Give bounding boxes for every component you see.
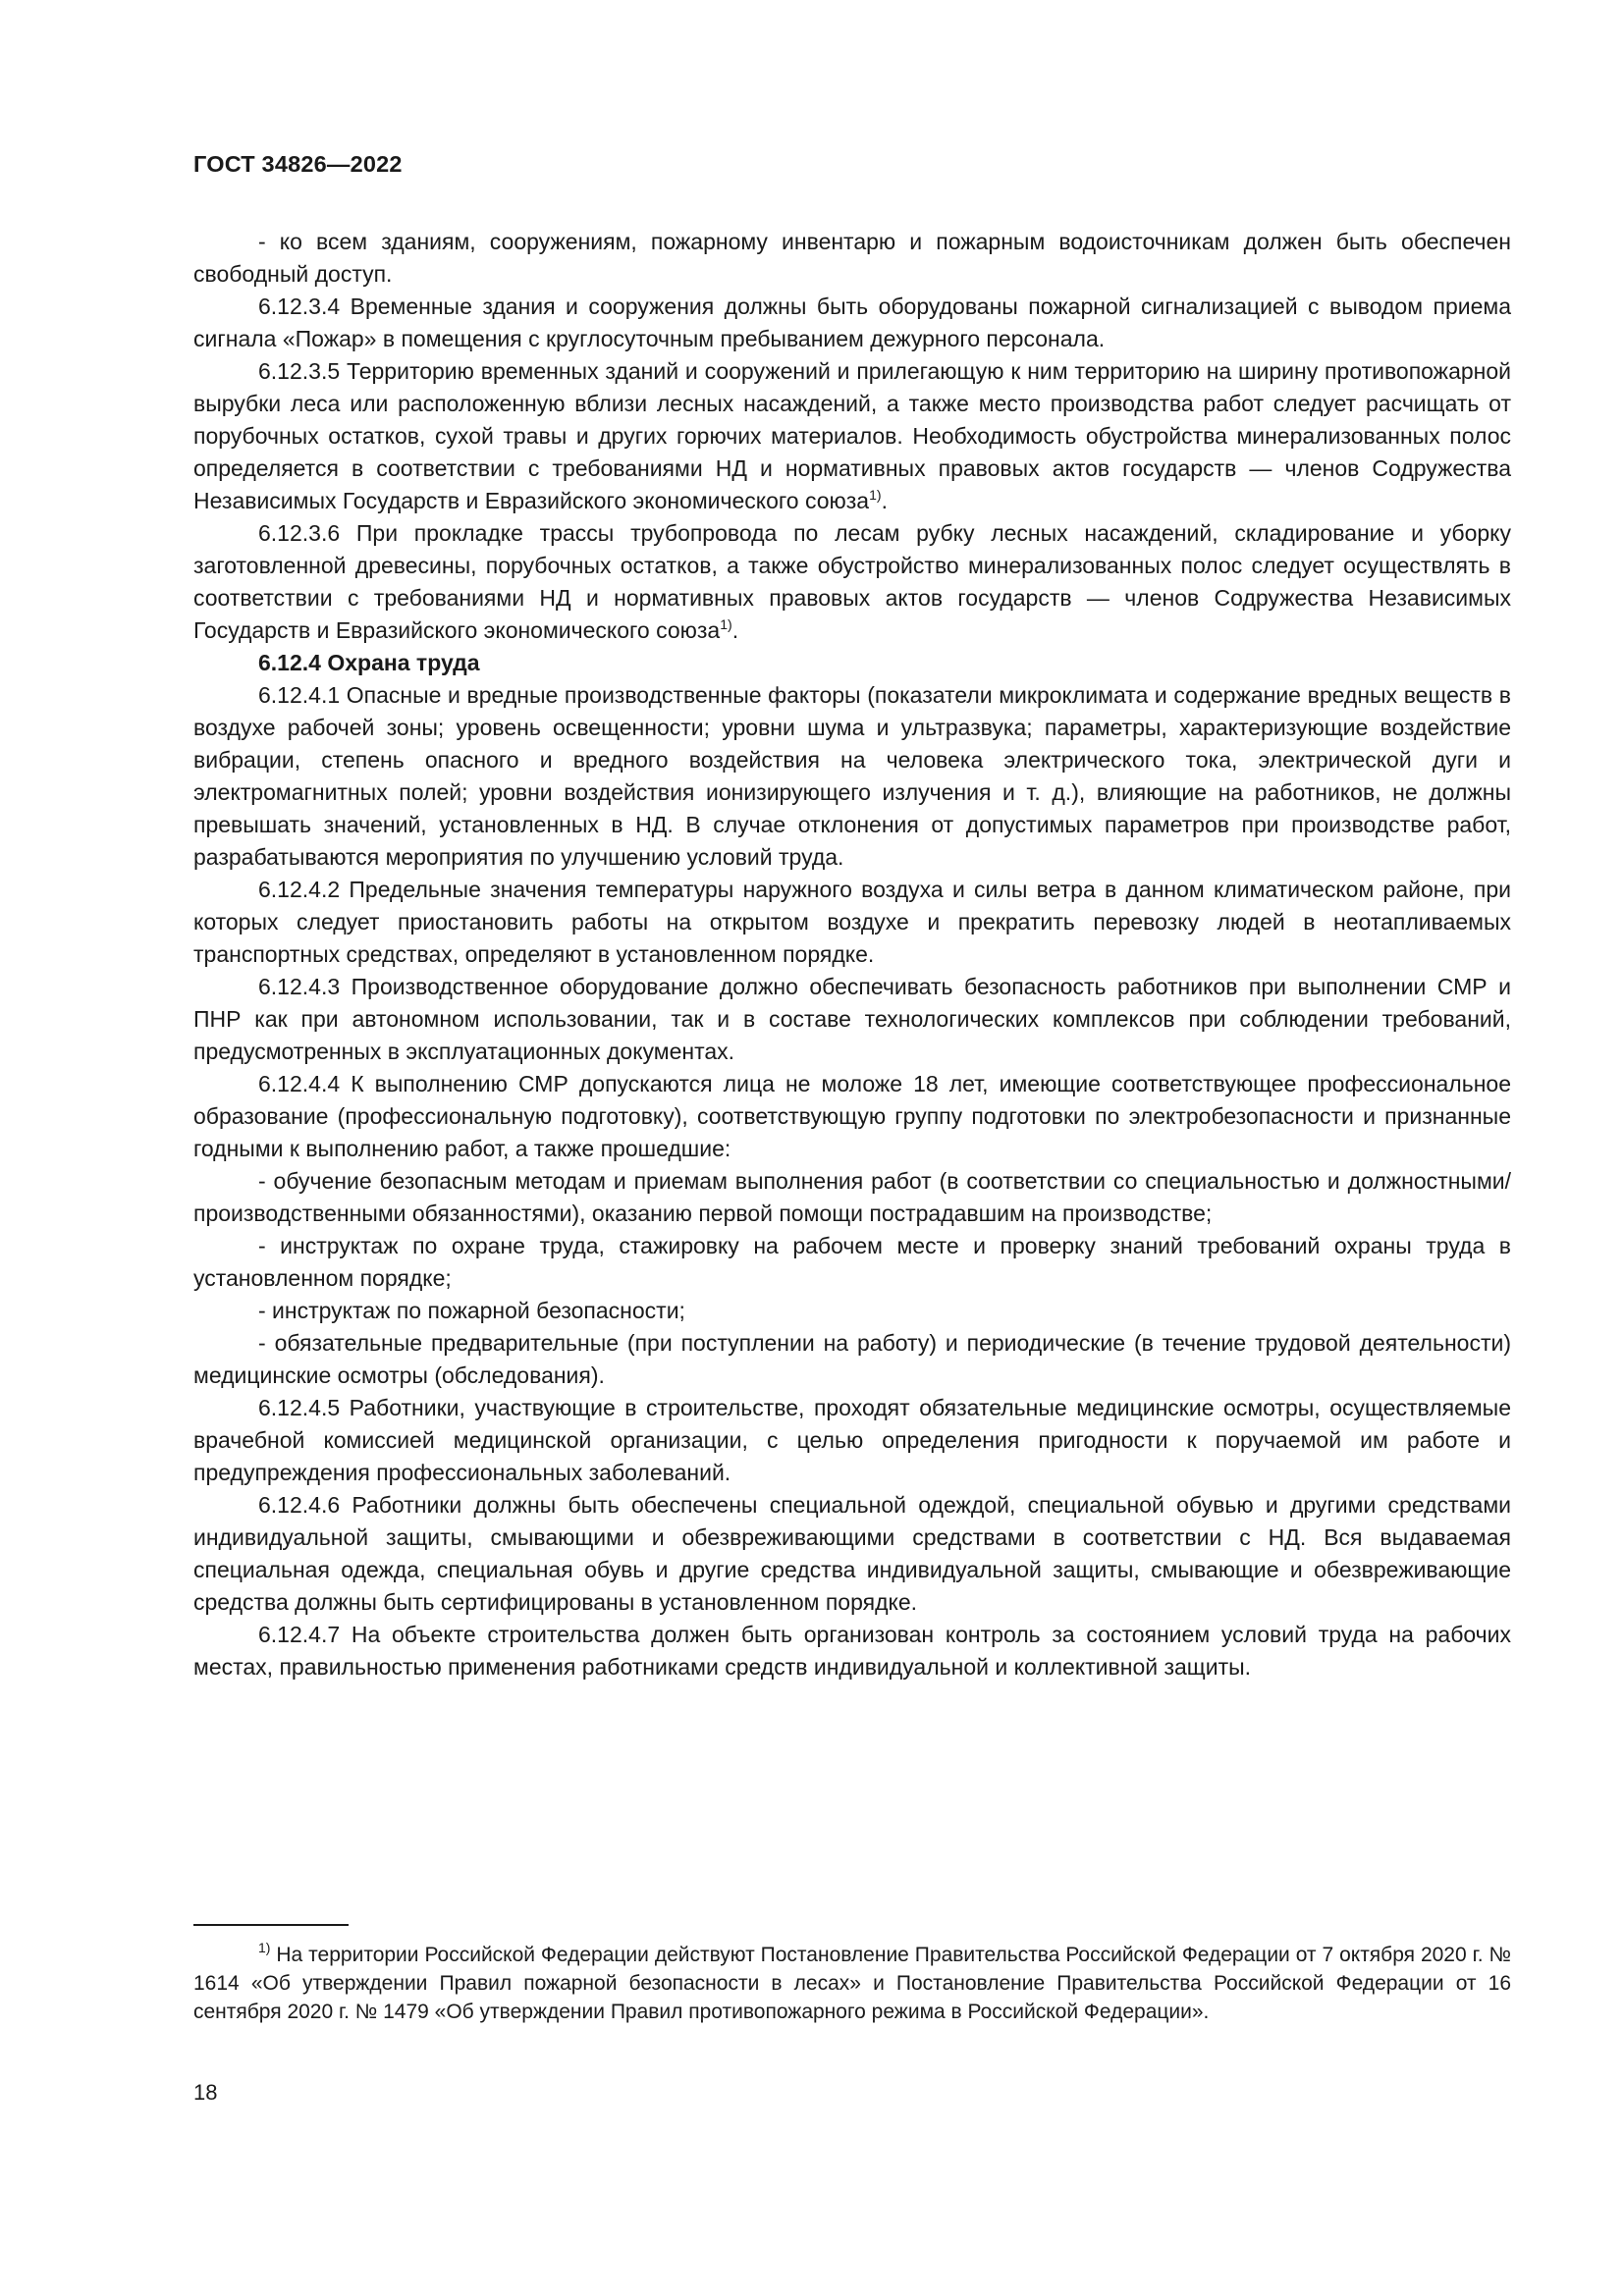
section-heading-6-12-4: 6.12.4 Охрана труда bbox=[258, 650, 480, 675]
paragraph-6-12-4-4: 6.12.4.4 К выполнению СМР допускаются лица не моложе 18 лет, имеющие соответствующее профессиональное образование (профессиональную подготовку), соответствующую группу подготовки по электробезопасности и признанные годными к выполнению работ, а также прошедшие: bbox=[193, 1071, 1511, 1161]
footnote-divider bbox=[193, 1924, 349, 1926]
list-item-fire-safety-briefing: - инструктаж по пожарной безопасности; bbox=[258, 1298, 685, 1323]
paragraph-6-12-3-4: 6.12.3.4 Временные здания и сооружения должны быть оборудованы пожарной сигнализацией с выводом приема сигнала «Пожар» в помещения с круглосуточным пребыванием дежурного персонала. bbox=[193, 294, 1511, 351]
paragraph-6-12-4-2: 6.12.4.2 Предельные значения температуры наружного воздуха и силы ветра в данном климатическом районе, при которых следует приостановить работы на открытом воздухе и прекратить перевозку людей в неотапливаемых транспортных средствах, определяют в установленном порядке. bbox=[193, 877, 1511, 967]
footnote-reference[interactable]: 1) bbox=[869, 487, 882, 503]
paragraph-6-12-3-5: 6.12.3.5 Территорию временных зданий и сооружений и прилегающую к ним территорию на ширину противопожарной вырубки леса или расположенную вблизи лесных насаждений, а также место производства работ следует расчищать от порубочных остатков, сухой травы и других горючих материалов. Необходимость обустройства минерализованных полос определяется в соответствии с требованиями НД и нормативных правовых актов государств — членов Содружества Независимых Государств и Евразийского экономического союза$^{1)}$. bbox=[193, 358, 1511, 513]
document-body bbox=[193, 226, 1511, 1683]
footnote-text: На территории Российской Федерации действуют Постановление Правительства Российской Федерации от 7 октября 2020 г. № 1614 «Об утверждении Правил пожарной безопасности в лесах» и Постановление Правительства Российской Федерации от 16 сентября 2020 г. № 1479 «Об утверждении Правил противопожарного режима в Российской Федерации». bbox=[193, 1944, 1511, 2023]
paragraph-text: 6.12.3.6 При прокладке трассы трубопровода по лесам рубку лесных насаждений, складирование и уборку заготовленной древесины, порубочных остатков, а также обустройство минерализованных полос следует осуществлять в соответствии с требованиями НД и нормативных правовых актов государств — членов Содружества Независимых Государств и Евразийского экономического союза bbox=[193, 520, 1511, 643]
paragraph-6-12-3-6: 6.12.3.6 При прокладке трассы трубопровода по лесам рубку лесных насаждений, складирование и уборку заготовленной древесины, порубочных остатков, а также обустройство минерализованных полос следует осуществлять в соответствии с требованиями НД и нормативных правовых актов государств — членов Содружества Независимых Государств и Евразийского экономического союза$^{1)}$. bbox=[193, 520, 1511, 643]
footnote-marker: 1) bbox=[258, 1940, 271, 1955]
paragraph-6-12-4-7: 6.12.4.7 На объекте строительства должен быть организован контроль за состоянием условий труда на рабочих местах, правильностью применения работниками средств индивидуальной и коллективной защиты. bbox=[193, 1622, 1511, 1680]
footnote bbox=[193, 1941, 1511, 2026]
paragraph-6-12-4-5: 6.12.4.5 Работники, участвующие в строительстве, проходят обязательные медицинские осмотры, осуществляемые врачебной комиссией медицинской организации, с целью определения пригодности к поручаемой им работе и предупреждения профессиональных заболеваний. bbox=[193, 1395, 1511, 1485]
paragraph-6-12-4-1: 6.12.4.1 Опасные и вредные производственные факторы (показатели микроклимата и содержание вредных веществ в воздухе рабочей зоны; уровень освещенности; уровни шума и ультразвука; параметры, характеризующие воздействие вибрации, степень опасного и вредного воздействия на человека электрического тока, электрической дуги и электромагнитных полей; уровни воздействия ионизирующего излучения и т. д.), влияющие на работников, не должны превышать значений, установленных в НД. В случае отклонения от допустимых параметров при производстве работ, разрабатываются мероприятия по улучшению условий труда. bbox=[193, 682, 1511, 870]
list-item-labor-safety-briefing: - инструктаж по охране труда, стажировку на рабочем месте и проверку знаний требований охраны труда в установленном порядке; bbox=[193, 1233, 1511, 1291]
list-item-free-access: - ко всем зданиям, сооружениям, пожарному инвентарю и пожарным водоисточникам должен быть обеспечен свободный доступ. bbox=[193, 229, 1511, 287]
list-item-medical-checkups: - обязательные предварительные (при поступлении на работу) и периодические (в течение трудовой деятельности) медицинские осмотры (обследования). bbox=[193, 1330, 1511, 1388]
document-header: ГОСТ 34826—2022 bbox=[193, 151, 403, 177]
paragraph-text: 6.12.3.5 Территорию временных зданий и сооружений и прилегающую к ним территорию на ширину противопожарной вырубки леса или расположенную вблизи лесных насаждений, а также место производства работ следует расчищать от порубочных остатков, сухой травы и других горючих материалов. Необходимость обустройства минерализованных полос определяется в соответствии с требованиями НД и нормативных правовых актов государств — членов Содружества Независимых Государств и Евразийского экономического союза bbox=[193, 358, 1511, 513]
list-item-training: - обучение безопасным методам и приемам выполнения работ (в соответствии со специальностью и должностными/производственными обязанностями), оказанию первой помощи пострадавшим на производстве; bbox=[193, 1168, 1511, 1226]
paragraph-6-12-4-3: 6.12.4.3 Производственное оборудование должно обеспечивать безопасность работников при выполнении СМР и ПНР как при автономном использовании, так и в составе технологических комплексов при соблюдении требований, предусмотренных в эксплуатационных документах. bbox=[193, 974, 1511, 1064]
page-number: 18 bbox=[193, 2080, 218, 2105]
paragraph-6-12-4-6: 6.12.4.6 Работники должны быть обеспечены специальной одеждой, специальной обувью и другими средствами индивидуальной защиты, смывающими и обезвреживающими средствами в соответствии с НД. Вся выдаваемая специальная одежда, специальная обувь и другие средства индивидуальной защиты, смывающие и обезвреживающие средства должны быть сертифицированы в установленном порядке. bbox=[193, 1492, 1511, 1615]
footnote-reference[interactable]: 1) bbox=[720, 616, 732, 632]
